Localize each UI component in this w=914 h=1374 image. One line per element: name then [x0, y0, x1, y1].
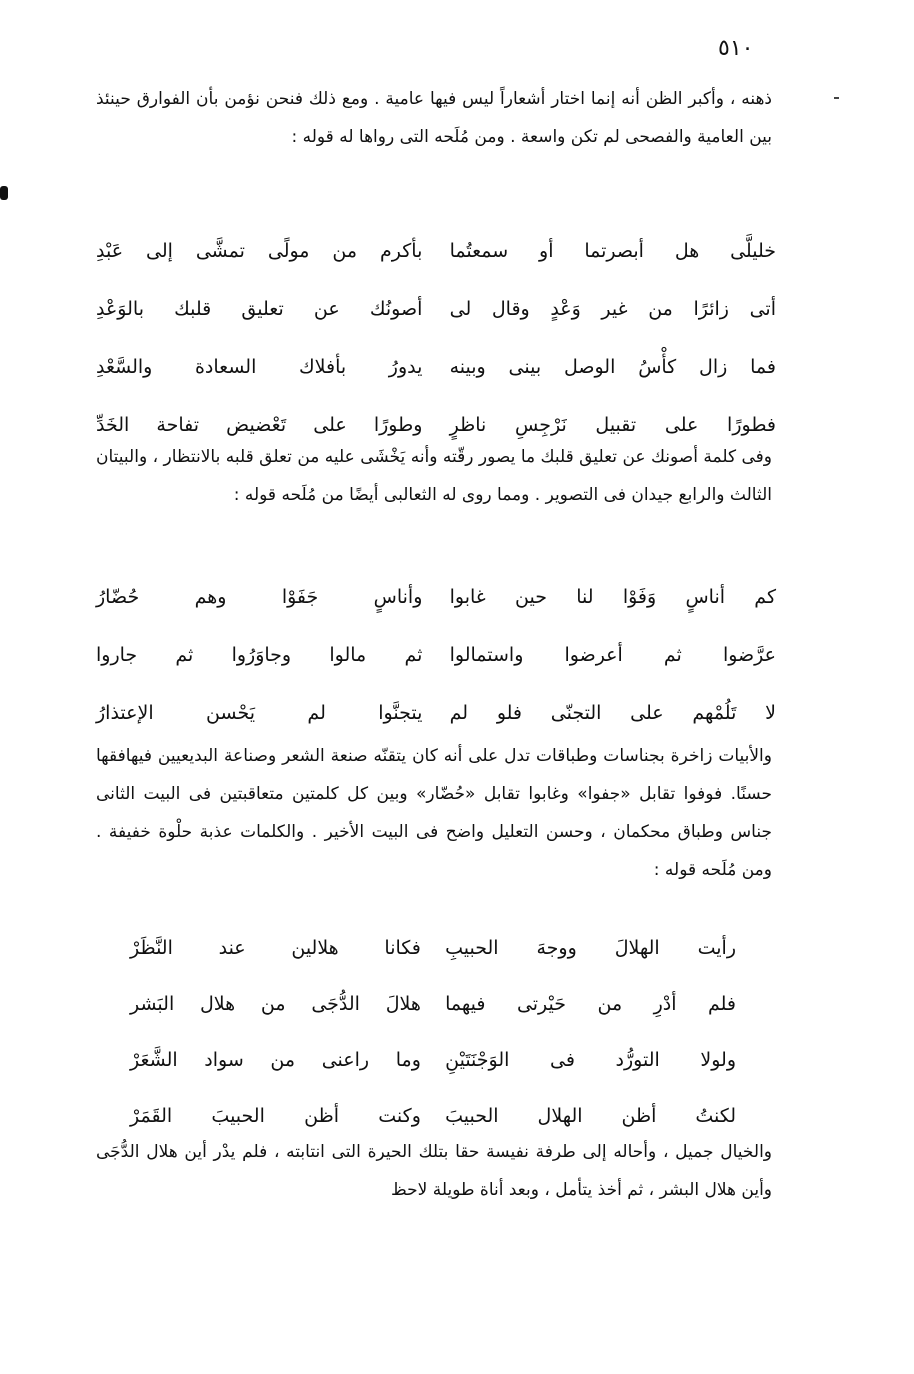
verse-second-hemistich: وما راعنى من سواد الشَّعَرْ: [130, 1049, 421, 1071]
verse-second-hemistich: أصونُك عن تعليق قلبك بالوَعْدِ: [96, 298, 423, 320]
verse-line: [130, 920, 736, 976]
poem-2: [96, 568, 776, 742]
verse-line: [130, 1032, 736, 1088]
verse-first-hemistich: فطورًا على تقبيل نَرْجِسِ ناظرٍ: [449, 414, 776, 436]
verse-first-hemistich: خليلَّى هل أبصرتما أو سمعتُما: [449, 240, 776, 262]
verse-second-hemistich: فكانا هلالين عند النَّظَرْ: [130, 937, 421, 959]
page-number: ٥١٠: [718, 36, 754, 61]
verse-first-hemistich: لكنتُ أظن الهلال الحبيبَ: [445, 1105, 736, 1127]
scan-speck: [834, 97, 839, 99]
verse-second-hemistich: وأناسٍ جَفَوْا وهم حُضّارُ: [96, 586, 423, 608]
verse-line: [96, 280, 776, 338]
paragraph-commentary-2: والأبيات زاخرة بجناسات وطباقات تدل على أنه كان يتقنّه صنعة الشعر وصناعة البديعيين فيهافقها حسنًا. فوفوا تقابل «جفوا» وغابوا تقابل «حُضّار» وبين كل كلمتين متعاقبتين فى البيت الثانى جناس وطباق محكمان ، وحسن التعليل واضح فى البيت الأخير . والكلمات عذبة حلْوة خفيفة . ومن مُلَحه قوله :: [96, 746, 772, 880]
poem-1: [96, 222, 776, 454]
verse-line: [96, 626, 776, 684]
verse-first-hemistich: كم أناسٍ وَفَوْا لنا حين غابوا: [449, 586, 776, 608]
verse-line: [96, 222, 776, 280]
scan-margin-mark: [0, 186, 8, 200]
poem-3: [130, 920, 736, 1144]
paragraph-commentary-3: والخيال جميل ، وأحاله إلى طرفة نفيسة حقا بتلك الحيرة التى انتابته ، فلم يدْر أين هلال الدُّجَى وأين هلال البشر ، ثم أخذ يتأمل ، وبعد أناة طويلة لاحظ: [96, 1142, 772, 1200]
verse-first-hemistich: أتى زائرًا من غير وَعْدٍ وقال لى: [449, 298, 776, 320]
verse-second-hemistich: هلالَ الدُّجَى من هلال البَشر: [130, 993, 421, 1015]
paragraph-intro: ذهنه ، وأكبر الظن أنه إنما اختار أشعاراً ليس فيها عامية . ومع ذلك فنحن نؤمن بأن الفوارق حينئذ بين العامية والفصحى لم تكن واسعة . ومن مُلَحه التى رواها له قوله :: [96, 89, 772, 147]
verse-first-hemistich: رأيت الهلالَ ووجهَ الحبيبِ: [445, 937, 736, 959]
verse-first-hemistich: لا تَلُمْهم على التجنّى فلو لم: [449, 702, 776, 724]
verse-second-hemistich: ثم مالوا وجاوَرُوا ثم جاروا: [96, 644, 423, 666]
verse-second-hemistich: وطورًا على تَعْضيض تفاحة الخَدِّ: [96, 414, 423, 436]
verse-first-hemistich: عرَّضوا ثم أعرضوا واستمالوا: [449, 644, 776, 666]
verse-first-hemistich: ولولا التورُّد فى الوَجْنَتَيْنِ: [445, 1049, 736, 1071]
verse-first-hemistich: فما زال كأْسُ الوصل بينى وبينه: [449, 356, 776, 378]
verse-second-hemistich: وكنت أظن الحبيبَ القَمَرْ: [130, 1105, 421, 1127]
verse-line: [96, 684, 776, 742]
paragraph-commentary-1: وفى كلمة أصونك عن تعليق قلبك ما يصور رقّته وأنه يَخْشَى عليه من تعلق قلبه بالانتظار ، والبيتان الثالث والرابع جيدان فى التصوير . ومما روى له الثعالبى أيضًا من مُلَحه قوله :: [96, 447, 772, 505]
verse-line: [96, 338, 776, 396]
verse-second-hemistich: بأكرم من مولًى تمشَّى إلى عَبْدِ: [96, 240, 423, 262]
verse-line: [96, 568, 776, 626]
verse-line: [130, 976, 736, 1032]
verse-second-hemistich: يدورُ بأفلاك السعادة والسَّعْدِ: [96, 356, 423, 378]
verse-first-hemistich: فلم أدْرِ من حَيْرتى فيهما: [445, 993, 736, 1015]
verse-second-hemistich: يتجنَّوا لم يَحْسن الإعتذارُ: [96, 702, 423, 724]
